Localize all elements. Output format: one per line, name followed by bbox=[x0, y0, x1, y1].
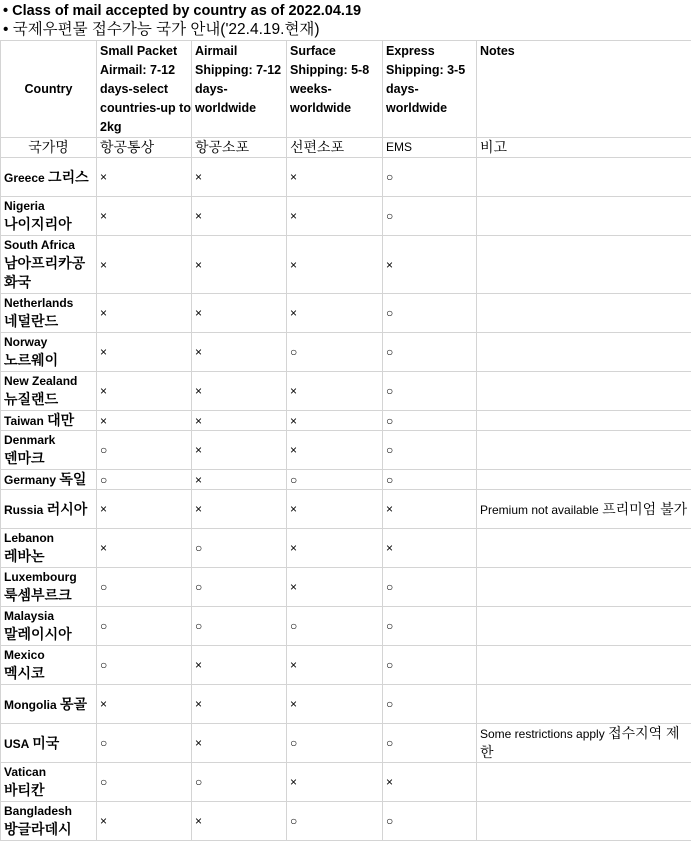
country-name bbox=[1, 490, 97, 529]
table-row bbox=[1, 431, 691, 470]
small-packet-mark: × bbox=[97, 411, 192, 431]
airmail-mark: ○ bbox=[192, 568, 287, 607]
small-packet-mark: ○ bbox=[97, 568, 192, 607]
table-row bbox=[1, 236, 691, 294]
country-name-en: South Africa bbox=[4, 238, 75, 252]
airmail-mark: × bbox=[192, 333, 287, 372]
express-mark: ○ bbox=[383, 197, 477, 236]
airmail-mark: ○ bbox=[192, 607, 287, 646]
note-cell bbox=[477, 470, 691, 490]
airmail-mark: × bbox=[192, 490, 287, 529]
small-packet-mark: × bbox=[97, 333, 192, 372]
surface-mark: × bbox=[287, 431, 383, 470]
country-name-en: Bangladesh bbox=[4, 804, 72, 818]
country-name bbox=[1, 372, 97, 411]
header-express: Express Shipping: 3-5 days-worldwide bbox=[383, 41, 477, 138]
country-name-en: Luxembourg bbox=[4, 570, 77, 584]
note-cell bbox=[477, 568, 691, 607]
note-cell bbox=[477, 431, 691, 470]
small-packet-mark: × bbox=[97, 158, 192, 197]
surface-mark: × bbox=[287, 294, 383, 333]
country-name-en: USA bbox=[4, 737, 29, 751]
country-name bbox=[1, 802, 97, 841]
surface-mark: × bbox=[287, 568, 383, 607]
country-name-ko: 나이지리아 bbox=[4, 216, 72, 232]
country-name-ko: 룩셈부르크 bbox=[4, 587, 72, 603]
note-cell bbox=[477, 607, 691, 646]
country-name-en: Taiwan bbox=[4, 414, 44, 428]
note-cell bbox=[477, 294, 691, 333]
airmail-mark: ○ bbox=[192, 763, 287, 802]
small-packet-mark: × bbox=[97, 236, 192, 294]
airmail-mark: × bbox=[192, 470, 287, 490]
note-cell bbox=[477, 490, 691, 529]
express-mark: ○ bbox=[383, 372, 477, 411]
note-cell bbox=[477, 763, 691, 802]
country-name-ko: 네덜란드 bbox=[4, 313, 58, 329]
note-cell bbox=[477, 372, 691, 411]
country-name-en: Greece bbox=[4, 171, 45, 185]
country-name-ko: 말레이시아 bbox=[4, 626, 72, 642]
header-small-packet: Small Packet Airmail: 7-12 days-select countries-up to 2kg bbox=[97, 41, 192, 138]
country-name-ko: 레바논 bbox=[4, 548, 45, 564]
country-name-en: Nigeria bbox=[4, 199, 45, 213]
table-row bbox=[1, 333, 691, 372]
country-name-en: Mongolia bbox=[4, 698, 57, 712]
surface-mark: × bbox=[287, 236, 383, 294]
country-name-ko: 뉴질랜드 bbox=[4, 391, 58, 407]
table-row bbox=[1, 197, 691, 236]
country-name-en: Netherlands bbox=[4, 296, 73, 310]
country-name-ko: 노르웨이 bbox=[4, 352, 58, 368]
note-cell bbox=[477, 646, 691, 685]
country-name-en: New Zealand bbox=[4, 374, 77, 388]
country-name bbox=[1, 333, 97, 372]
express-mark: ○ bbox=[383, 685, 477, 724]
country-name-ko: 러시아 bbox=[47, 501, 88, 517]
country-name bbox=[1, 646, 97, 685]
country-name bbox=[1, 607, 97, 646]
header-notes-ko: 비고 bbox=[477, 138, 691, 158]
small-packet-mark: × bbox=[97, 197, 192, 236]
table-row bbox=[1, 685, 691, 724]
country-name bbox=[1, 158, 97, 197]
surface-mark: × bbox=[287, 529, 383, 568]
airmail-mark: × bbox=[192, 411, 287, 431]
country-name-en: Malaysia bbox=[4, 609, 54, 623]
table-row bbox=[1, 490, 691, 529]
small-packet-mark: × bbox=[97, 490, 192, 529]
table-row bbox=[1, 763, 691, 802]
country-name bbox=[1, 431, 97, 470]
note-cell bbox=[477, 685, 691, 724]
surface-mark: × bbox=[287, 197, 383, 236]
header-airmail-ko: 항공소포 bbox=[192, 138, 287, 158]
airmail-mark: × bbox=[192, 802, 287, 841]
airmail-mark: ○ bbox=[192, 529, 287, 568]
note-en: Premium not available bbox=[480, 503, 599, 517]
country-name-en: Norway bbox=[4, 335, 47, 349]
small-packet-mark: ○ bbox=[97, 646, 192, 685]
country-name bbox=[1, 411, 97, 431]
country-name-en: Vatican bbox=[4, 765, 46, 779]
airmail-mark: × bbox=[192, 646, 287, 685]
korean-header-row bbox=[1, 138, 691, 158]
note-cell bbox=[477, 411, 691, 431]
express-mark: × bbox=[383, 236, 477, 294]
small-packet-mark: ○ bbox=[97, 607, 192, 646]
express-mark: × bbox=[383, 763, 477, 802]
header-small-packet-ko: 항공통상 bbox=[97, 138, 192, 158]
note-cell bbox=[477, 236, 691, 294]
header-country-ko: 국가명 bbox=[1, 138, 97, 158]
surface-mark: × bbox=[287, 763, 383, 802]
surface-mark: × bbox=[287, 646, 383, 685]
express-mark: ○ bbox=[383, 294, 477, 333]
country-name bbox=[1, 763, 97, 802]
note-cell bbox=[477, 802, 691, 841]
country-name-ko: 독일 bbox=[59, 471, 86, 487]
express-mark: ○ bbox=[383, 646, 477, 685]
country-name-en: Germany bbox=[4, 473, 56, 487]
header-express-ko: EMS bbox=[383, 138, 477, 158]
country-name bbox=[1, 294, 97, 333]
express-mark: ○ bbox=[383, 607, 477, 646]
surface-mark: × bbox=[287, 490, 383, 529]
express-mark: ○ bbox=[383, 802, 477, 841]
small-packet-mark: × bbox=[97, 529, 192, 568]
airmail-mark: × bbox=[192, 236, 287, 294]
country-name-ko: 대만 bbox=[47, 412, 74, 428]
country-name bbox=[1, 529, 97, 568]
note-cell bbox=[477, 197, 691, 236]
table-row bbox=[1, 470, 691, 490]
table-row bbox=[1, 607, 691, 646]
small-packet-mark: × bbox=[97, 685, 192, 724]
title-english: • Class of mail accepted by country as of 2022.04.19 bbox=[3, 2, 361, 20]
small-packet-mark: ○ bbox=[97, 470, 192, 490]
note-cell bbox=[477, 529, 691, 568]
country-name bbox=[1, 470, 97, 490]
airmail-mark: × bbox=[192, 197, 287, 236]
header-airmail: Airmail Shipping: 7-12 days-worldwide bbox=[192, 41, 287, 138]
table-row bbox=[1, 372, 691, 411]
small-packet-mark: ○ bbox=[97, 724, 192, 763]
table-row bbox=[1, 294, 691, 333]
table-row bbox=[1, 646, 691, 685]
express-mark: ○ bbox=[383, 158, 477, 197]
country-name-en: Russia bbox=[4, 503, 43, 517]
note-cell bbox=[477, 333, 691, 372]
header-surface-ko: 선편소포 bbox=[287, 138, 383, 158]
express-mark: ○ bbox=[383, 411, 477, 431]
country-name-ko: 덴마크 bbox=[4, 450, 45, 466]
country-name-ko: 몽골 bbox=[60, 696, 87, 712]
header-row bbox=[1, 41, 691, 138]
surface-mark: × bbox=[287, 158, 383, 197]
note-ko: 프리미엄 불가 bbox=[602, 501, 687, 517]
table-row bbox=[1, 724, 691, 763]
table-row bbox=[1, 529, 691, 568]
express-mark: ○ bbox=[383, 431, 477, 470]
header-notes: Notes bbox=[477, 41, 691, 138]
small-packet-mark: × bbox=[97, 372, 192, 411]
airmail-mark: × bbox=[192, 724, 287, 763]
airmail-mark: × bbox=[192, 158, 287, 197]
country-name bbox=[1, 236, 97, 294]
surface-mark: × bbox=[287, 372, 383, 411]
country-name bbox=[1, 724, 97, 763]
surface-mark: × bbox=[287, 685, 383, 724]
country-mail-table bbox=[0, 40, 691, 841]
small-packet-mark: ○ bbox=[97, 431, 192, 470]
note-en: Some restrictions apply bbox=[480, 727, 605, 741]
surface-mark: ○ bbox=[287, 333, 383, 372]
surface-mark: × bbox=[287, 411, 383, 431]
surface-mark: ○ bbox=[287, 802, 383, 841]
country-name bbox=[1, 685, 97, 724]
airmail-mark: × bbox=[192, 685, 287, 724]
note-cell bbox=[477, 158, 691, 197]
express-mark: × bbox=[383, 529, 477, 568]
country-name-ko: 멕시코 bbox=[4, 665, 45, 681]
country-name-ko: 미국 bbox=[32, 735, 59, 751]
country-name bbox=[1, 197, 97, 236]
country-name-en: Mexico bbox=[4, 648, 45, 662]
title-korean: • 국제우편물 접수가능 국가 안내('22.4.19.현재) bbox=[3, 21, 320, 39]
country-name-ko: 방글라데시 bbox=[4, 821, 72, 837]
note-cell bbox=[477, 724, 691, 763]
header-country: Country bbox=[1, 41, 97, 138]
table-row bbox=[1, 158, 691, 197]
airmail-mark: × bbox=[192, 294, 287, 333]
country-name-ko: 그리스 bbox=[48, 169, 89, 185]
express-mark: ○ bbox=[383, 333, 477, 372]
surface-mark: ○ bbox=[287, 607, 383, 646]
express-mark: ○ bbox=[383, 724, 477, 763]
table-row bbox=[1, 568, 691, 607]
express-mark: ○ bbox=[383, 470, 477, 490]
country-name-en: Lebanon bbox=[4, 531, 54, 545]
small-packet-mark: × bbox=[97, 294, 192, 333]
airmail-mark: × bbox=[192, 431, 287, 470]
table-row bbox=[1, 802, 691, 841]
country-name-ko: 바티칸 bbox=[4, 782, 45, 798]
express-mark: × bbox=[383, 490, 477, 529]
country-name-en: Denmark bbox=[4, 433, 55, 447]
airmail-mark: × bbox=[192, 372, 287, 411]
small-packet-mark: ○ bbox=[97, 763, 192, 802]
small-packet-mark: × bbox=[97, 802, 192, 841]
table-row bbox=[1, 411, 691, 431]
note-ko: 접수지역 제한 bbox=[480, 725, 680, 760]
country-name bbox=[1, 568, 97, 607]
country-name-ko: 남아프리카공화국 bbox=[4, 255, 85, 290]
surface-mark: ○ bbox=[287, 724, 383, 763]
express-mark: ○ bbox=[383, 568, 477, 607]
header-surface: Surface Shipping: 5-8 weeks-worldwide bbox=[287, 41, 383, 138]
surface-mark: ○ bbox=[287, 470, 383, 490]
